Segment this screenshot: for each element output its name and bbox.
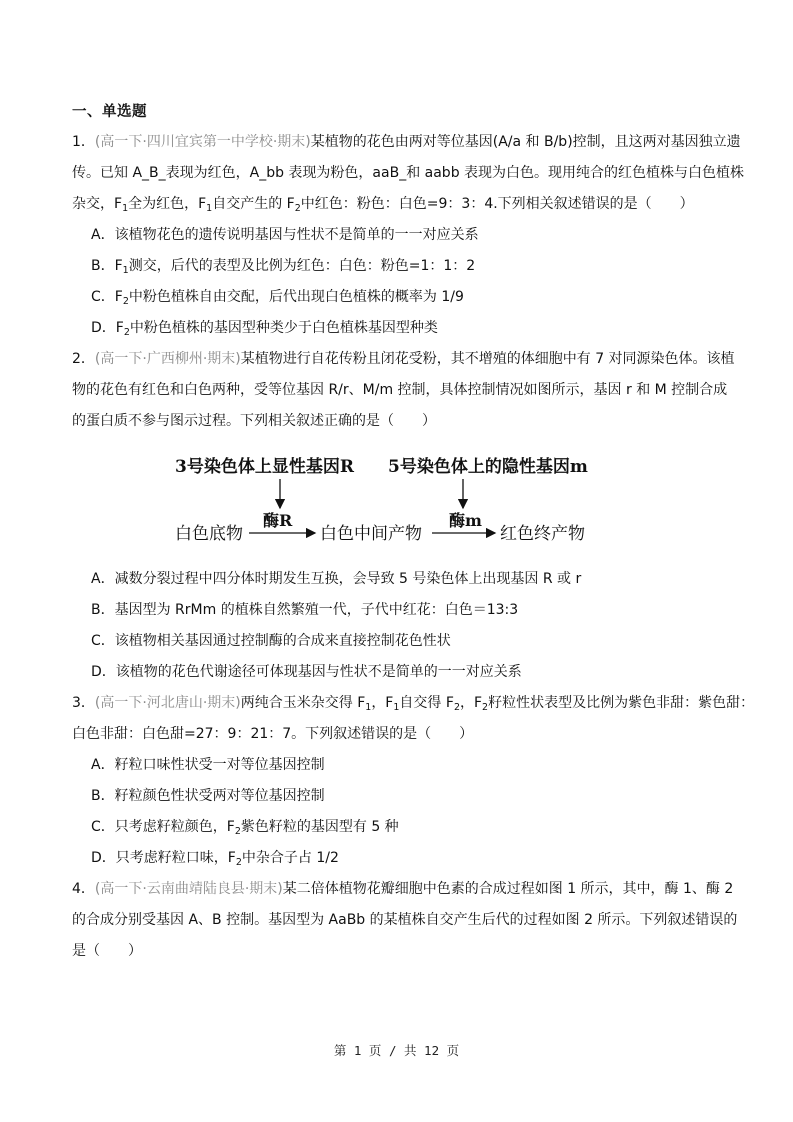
q2-option-b: B．基因型为 RrMm 的植株自然繁殖一代，子代中红花：白色＝13:3 [91,602,519,618]
substrate-label: 白色底物 [175,524,243,544]
q2-line-2: 物的花色有红色和白色两种，受等位基因 R/r、M/m 控制，具体控制情况如图所示，基因 r 和 M 控制合成 [72,382,728,398]
q4-line-1: 4．(高一下·云南曲靖陆良县·期末)某二倍体植物花瓣细胞中色素的合成过程如图 1 所示，其中，酶 1、酶 2 [72,881,734,897]
q3-option-d: D．只考虑籽粒口味，$F_2$中杂合子占 1/2 [91,850,339,868]
q3-option-a: A．籽粒口味性状受一对等位基因控制 [91,757,325,773]
q2-option-c: C．该植物相关基因通过控制酶的合成来直接控制花色性状 [91,633,451,649]
q4-number: 4． [72,881,95,897]
product-label: 红色终产物 [500,524,585,544]
intermediate-label: 白色中间产物 [320,524,422,544]
q3-option-c: C．只考虑籽粒颜色，$F_2$紫色籽粒的基因型有 5 种 [91,819,399,837]
q1-source: (高一下·四川宜宾第一中学校·期末) [94,134,311,150]
page-footer: 第 1 页 / 共 12 页 [333,1043,460,1058]
q2-source: (高一下·广西柳州·期末) [94,351,241,367]
q4-line-2: 的合成分别受基因 A、B 控制。基因型为 AaBb 的某植株自交产生后代的过程如图 2 所示。下列叙述错误的 [72,912,738,928]
gene-m-label: 5号染色体上的隐性基因m [388,457,588,477]
section-title: 一、单选题 [72,104,147,120]
q3-source: (高一下·河北唐山·期末) [94,695,241,711]
q2-option-d: D．该植物的花色代谢途径可体现基因与性状不是简单的一一对应关系 [91,664,522,680]
q2-option-a: A．减数分裂过程中四分体时期发生互换，会导致 5 号染色体上出现基因 R 或 r [91,571,582,587]
q1-option-b: B．$F_1$测交，后代的表型及比例为红色：白色：粉色=1：1：2 [91,258,476,276]
q2-line-3: 的蛋白质不参与图示过程。下列相关叙述正确的是（ ） [72,413,436,429]
q4-source: (高一下·云南曲靖陆良县·期末) [94,881,283,897]
q2-line-1: 2．(高一下·广西柳州·期末)某植物进行自花传粉且闭花受粉，其不增殖的体细胞中有 7 对同源染色体。该植 [72,351,735,367]
q3-line-1: 3．(高一下·河北唐山·期末)两纯合玉米杂交得 $F_1$，$F_1$自交得 $F_2$，$F_2$籽粒性状表型及比例为紫色非甜：紫色甜： [72,695,755,713]
pathway-diagram [170,452,620,552]
q1-line-3: 杂交，$F_1$全为红色，$F_1$自交产生的 $F_2$中红色：粉色：白色=9：3：4.下列相关叙述错误的是（ ） [72,196,694,214]
q2-number: 2． [72,351,95,367]
gene-r-label: 3号染色体上显性基因R [175,457,354,477]
q1-line-1: 1．(高一下·四川宜宾第一中学校·期末)某植物的花色由两对等位基因(A/a 和 B/b)控制，且这两对基因独立遗 [72,134,741,150]
q1-line-2: 传。已知 A_B_表现为红色，A_bb 表现为粉色，aaB_和 aabb 表现为白色。现用纯合的红色植株与白色植株 [72,165,745,181]
enzyme-r-label: 酶R [263,511,293,530]
q1-option-d: D．$F_2$中粉色植株的基因型种类少于白色植株基因型种类 [91,320,438,338]
q1-option-c: C．$F_2$中粉色植株自由交配，后代出现白色植株的概率为 1/9 [91,289,464,307]
q4-line-3: 是（ ） [72,943,142,959]
q3-option-b: B．籽粒颜色性状受两对等位基因控制 [91,788,325,804]
q1-number: 1． [72,134,95,150]
q1-option-a: A．该植物花色的遗传说明基因与性状不是简单的一一对应关系 [91,227,479,243]
enzyme-m-label: 酶m [449,511,482,530]
q3-number: 3． [72,695,95,711]
q3-line-2: 白色非甜：白色甜=27：9：21：7。下列叙述错误的是（ ） [72,726,474,742]
